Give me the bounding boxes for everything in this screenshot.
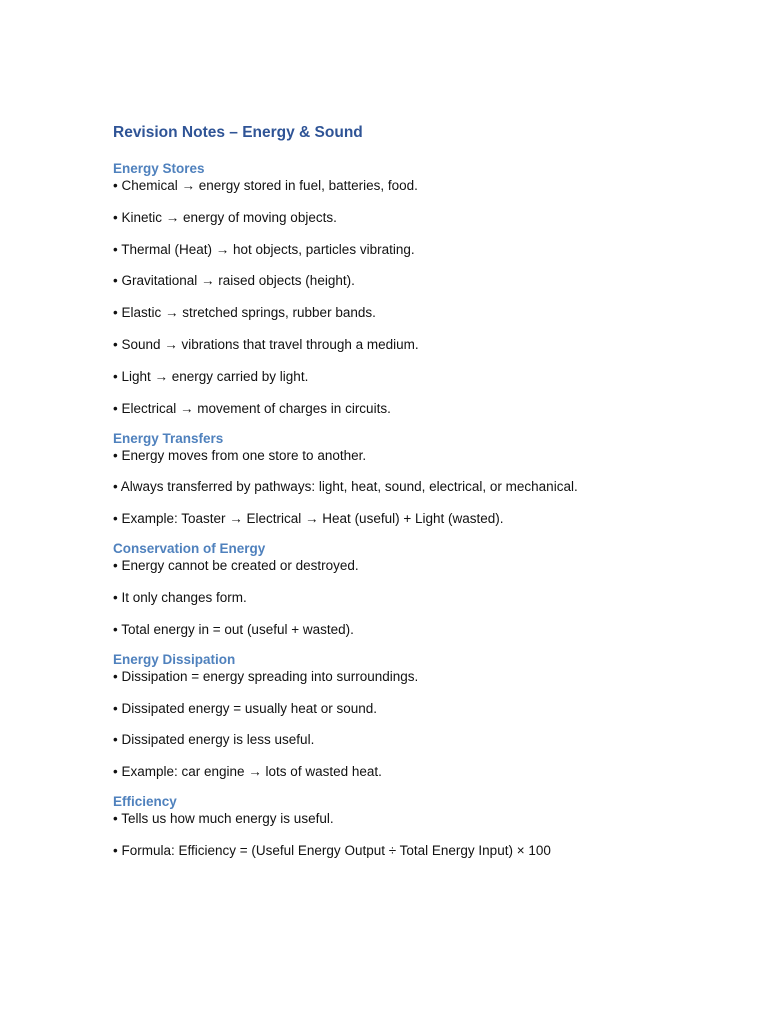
list-item: • Electrical → movement of charges in circuits.: [113, 400, 391, 416]
bullet-list: [113, 669, 733, 780]
section-heading: Efficiency: [113, 794, 177, 810]
section-energy-dissipation: [113, 650, 733, 780]
list-item: • Formula: Efficiency = (Useful Energy Output ÷ Total Energy Input) × 100: [113, 842, 551, 858]
list-item: • Dissipation = energy spreading into surroundings.: [113, 668, 419, 684]
section-heading: Conservation of Energy: [113, 541, 266, 557]
bullet-list: [113, 811, 733, 859]
list-item: • Total energy in = out (useful + wasted).: [113, 621, 354, 637]
list-item: • Chemical → energy stored in fuel, batteries, food.: [113, 178, 418, 193]
list-item: • Energy cannot be created or destroyed.: [113, 558, 359, 574]
section-efficiency: [113, 792, 733, 859]
list-item: • Gravitational → raised objects (height).: [113, 273, 355, 289]
list-item: • It only changes form.: [113, 589, 247, 605]
list-item: • Kinetic → energy of moving objects.: [113, 209, 337, 225]
list-item: • Dissipated energy is less useful.: [113, 732, 315, 748]
bullet-list: [113, 178, 733, 417]
list-item: • Tells us how much energy is useful.: [113, 811, 334, 827]
list-item: • Example: Toaster → Electrical → Heat (useful) + Light (wasted).: [113, 511, 504, 527]
list-item: • Elastic → stretched springs, rubber bands.: [113, 305, 376, 321]
section-heading: Energy Transfers: [113, 430, 224, 446]
bullet-list: [113, 558, 733, 638]
list-item: • Light → energy carried by light.: [113, 368, 309, 384]
section-energy-transfers: [113, 429, 733, 528]
list-item: • Thermal (Heat) → hot objects, particles vibrating.: [113, 241, 415, 257]
section-conservation-of-energy: [113, 539, 733, 638]
list-item: • Example: car engine → lots of wasted heat.: [113, 764, 382, 780]
section-energy-stores: [113, 159, 733, 417]
section-heading: Energy Dissipation: [113, 651, 236, 667]
section-heading: Energy Stores: [113, 161, 205, 176]
document-title: Revision Notes – Energy & Sound: [113, 124, 363, 141]
list-item: • Sound → vibrations that travel through a medium.: [113, 336, 419, 352]
bullet-list: [113, 448, 733, 528]
list-item: • Dissipated energy = usually heat or sound.: [113, 700, 378, 716]
list-item: • Energy moves from one store to another.: [113, 447, 367, 463]
document-content: [113, 122, 733, 871]
list-item: • Always transferred by pathways: light, heat, sound, electrical, or mechanical.: [113, 479, 578, 495]
